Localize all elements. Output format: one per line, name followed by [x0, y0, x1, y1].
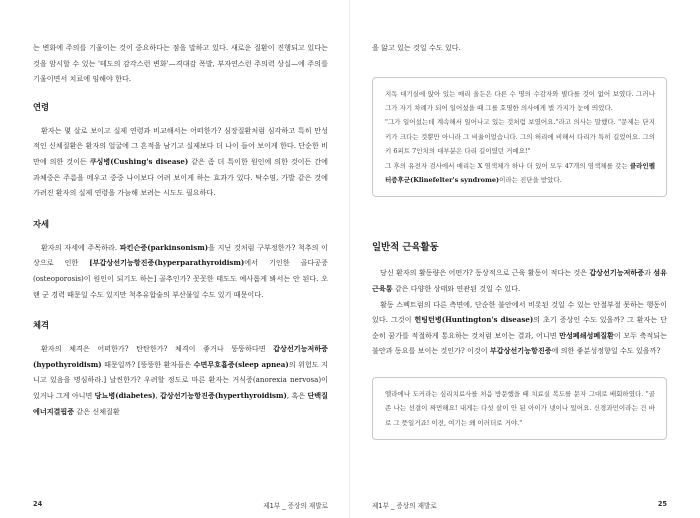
paragraph-activity-2: 활동 스펙트럼의 다른 측면에, 단순한 불안에서 비롯된 것일 수 있는 안절부절 못하는 행동이 있다. 그것이 헌팅턴병(Huntington's disease)의 초기 증상인 수도 있을까? 그 환자는 단순히 꿈가를 적절하게 통요하는 것처럼 보이는 결과, 어니면 만성폐쇄성폐질환이 모두 축적되는 불안과 동요를 보이는 것인가? 이것이 부갑상선기능항진증에 의한 좋분성정향일 수도 있을까?	[372, 299, 668, 356]
term-protein-energy-malnutrition: 단백질에너지결핍증	[33, 390, 328, 416]
term-sleep-apnea: 수면무호흡증(sleep apnea)	[193, 359, 289, 369]
term-diabetes: 당뇨병(diabetes)	[94, 390, 156, 400]
term-fibromyalgia: 섬유근육통	[372, 268, 667, 294]
case-study-text: 엘라에나 도커라는 심리치료사를 처음 방문했을 때 치료실 복도를 문자 그대로 배회하였다. "골존 나는 선결이 짜먼해요! 내게는 다섯 살이 안 된 아이가 넷이나 있어요. 신경과민이라는 건 바로 그 뜻일거죠! 이전, 여기는 왜 이러더로 거야."	[385, 390, 655, 427]
case-study-quote: "그가 일어섰는데 계속해서 일어나고 있는 것처럼 보였어요."라고 의사는 말했다. "문제는 단지 키가 크다는 것뿐만 아니라 그 비율이었습니다. 그의 허리에 비해서 다리가 특히 길었어요. 그의 키 6피트 7인치의 대부분은 다리 길이였던 거예요!"	[385, 118, 655, 156]
right-page	[350, 0, 700, 518]
term-huntingtons-disease: 헌팅턴병(Huntington's disease)	[414, 315, 534, 325]
section-heading-age: 연령	[33, 101, 50, 112]
paragraph-continued: 을 앓고 있는 것일 수도 있다.	[372, 43, 461, 52]
term-hyperparathyroidism: [부갑상선기능항진증(hyperparathyroidism)	[89, 258, 245, 268]
paragraph-age: 환자는 몇 살로 보이고 실제 연령과 비교해서는 어떠한가? 심장질환처럼 심각하고 특히 만성적인 신체질환은 환자의 얼굴에 그 흔적을 남기고 실제보다 더 나이 들어 보이게 한다. 단순한 비만에 의한 것이든 쿠싱병(Cushing's disease) 같은 좀 더 특이한 원인에 의한 것이든 간에 과체중은 주름을 메우고 중중 나이보다 어려 보이게 하는 효과가 있다. 탁수염, 가발 같은 것에 가려진 환자의 실제 연령을 가늠해 보려는 시도도 필요하다.	[33, 125, 329, 198]
section-heading-build: 체격	[33, 320, 50, 331]
case-study-box	[372, 377, 667, 440]
term-hypothyroidism: 갑상선기능저하증(hypothyroidism)	[33, 344, 328, 369]
section-heading-posture: 자세	[33, 218, 50, 229]
term-parkinsonism: 파킨슨증(parkinsonism)	[119, 242, 209, 252]
term-hypothyroidism: 갑상선기능저하증	[589, 268, 645, 278]
case-study-diagnosis: 그 후의 유전자 검사에서 매리는 X 염색체가 하나 더 있어 모두 47개의 염색체를 갖는 클라인펠터증후군(Klinefelter's syndrome)이라는 진단을 받았다.	[385, 161, 655, 185]
term-cushings-disease: 쿠싱병(Cushing's disease)	[89, 156, 189, 166]
term-hyperthyroidism: 갑상선기능항진증(hyperthyroidism)	[160, 390, 287, 400]
running-footer-title: 제1부 _ 증상의 재발로	[263, 502, 328, 510]
paragraph-build: 환자의 체격은 어떠한가? 탄탄한가? 체격이 좋거나 뚱뚱하다면 갑상선기능저하증(hypothyroidism) 때문일까? [뚱뚱한 환자들은 수면무호흡증(sleep apnea)의 위험도 지니고 있음을 명심하라.] 날씬한가? 우려할 정도로 마른 환자는 거식증(anorexia nervosa)이 있거나 그게 아니면 당뇨병(diabetes), 갑상선기능항진증(hyperthyroidism), 혹은 단백질에너지결핍증 같은 신체질환	[33, 344, 329, 416]
paragraph-posture: 환자의 자세에 주목하라. 파킨슨증(parkinsonism)을 지닌 것처럼 구부정한가? 척추의 이상으로 인한 [부갑상선기능항진증(hyperparathyroidism)에서 기인한 골다공증(osteoporosis)이 원인이 되기도 하는] 골추인가? 꼿꼿한 태도도 예사롭게 봐서는 안 된다. 오랜 군 경력 때문일 수도 있지만 척추유합술의 부산물일 수도 있기 때문이다.	[33, 242, 328, 299]
case-study-text: 지독 대기실에 앉아 있는 매리 올든은 다른 수 명의 수감자와 별다를 것이 없어 보였다. 그러나 그가 자기 차례가 되어 일어섰을 때 그를 호명한 의사에게 벌 가지가 눈에 띄었다.	[385, 89, 655, 112]
running-footer-title: 제1부 _ 증상의 재발로	[372, 502, 437, 510]
section-heading-activity: 일반적 근육활동	[372, 242, 439, 254]
paragraph-continued: 는 변화에 주의를 기울이는 것이 중요하다는 점을 말하고 있다. 새로운 질환이 진행되고 있다는 것을 암시할 수 있는 '테도의 감각스런 변화'—격대감 폭발, 부자연스런 주의력 상실—에 주의를 기울이면서 치료에 임해야 한다.	[33, 43, 328, 84]
page-number: 25	[657, 500, 667, 508]
paragraph-activity-1: 당신 환자의 활동량은 어떤가? 동상적으로 근육 활동이 적다는 것은 갑상선기능저하증과 섬유근육통 같은 다양한 상태와 연관된 것일 수 있다.	[372, 268, 667, 294]
term-hyperparathyroidism: 부갑상선기능항진증	[489, 346, 552, 356]
term-klinefelter-syndrome: 클라인펠터증후군(Klinefelter's syndrome)	[385, 161, 655, 185]
term-copd: 만성폐쇄성폐질환	[559, 330, 614, 340]
page-number: 24	[33, 500, 43, 508]
case-study-box	[372, 77, 667, 198]
